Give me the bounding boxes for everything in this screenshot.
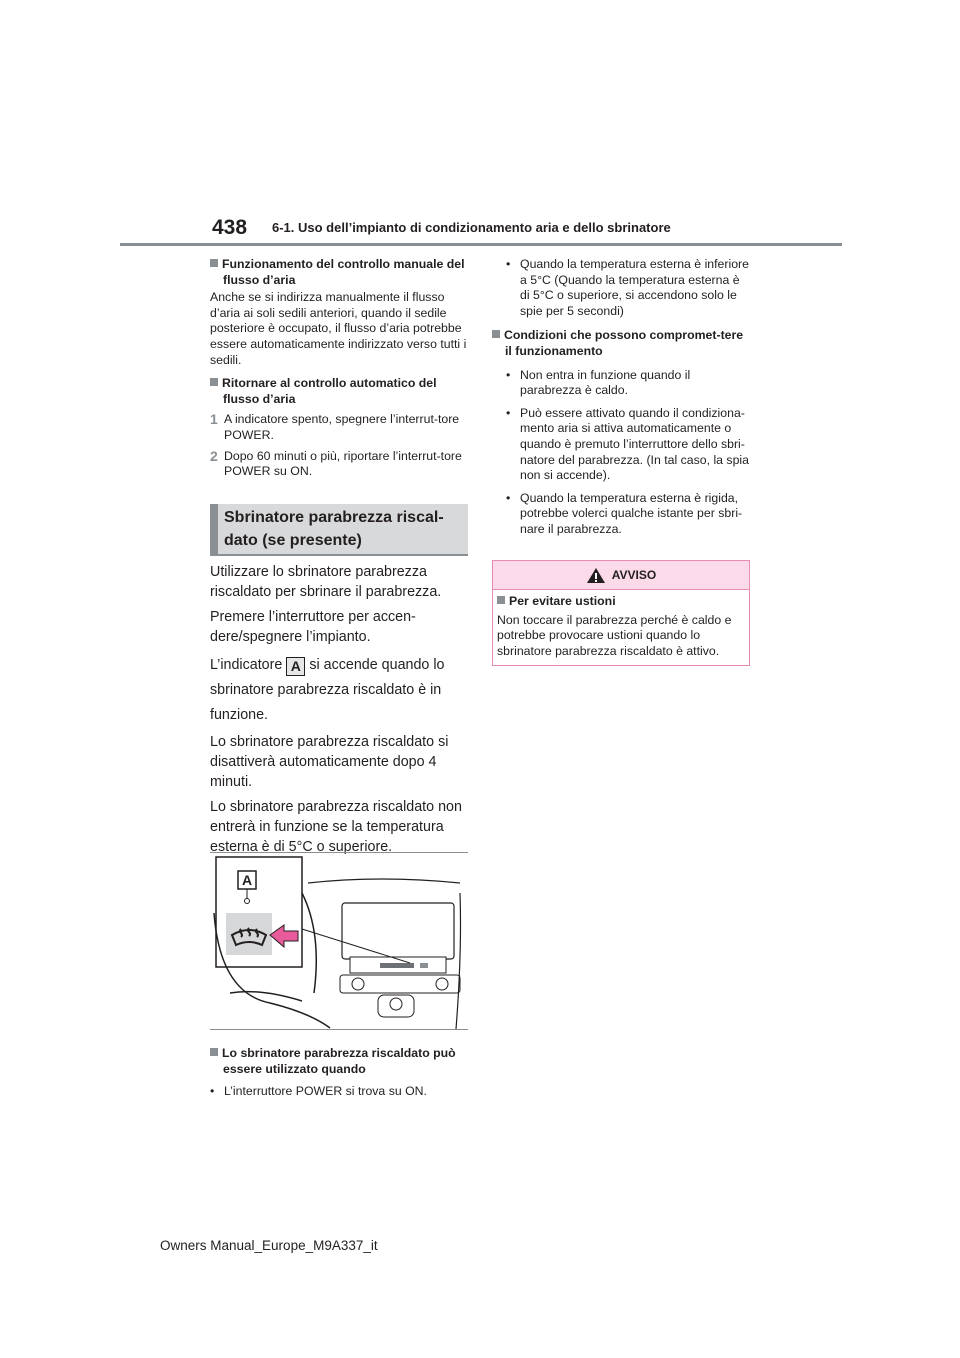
- para-4: Lo sbrinatore parabrezza riscaldato si disattiverà automaticamente dopo 4 minuti.: [210, 734, 449, 790]
- usable-bullet: • L’interruttore POWER si trova su ON.: [210, 1084, 427, 1099]
- header-rule: [120, 243, 842, 246]
- para-2: Premere l’interruttore per accen-dere/spegnere l’impianto.: [210, 609, 416, 645]
- usable-heading: Lo sbrinatore parabrezza riscaldato può essere utilizzato quando: [210, 1046, 468, 1077]
- chapter-title: 6-1. Uso dell’impianto di condizionamento aria e dello sbrinatore: [272, 220, 671, 235]
- square-bullet-icon: [210, 1048, 218, 1056]
- figure-label-a: A: [241, 872, 253, 888]
- square-bullet-icon: [210, 378, 218, 386]
- section-body: [210, 562, 472, 857]
- square-bullet-icon: [492, 330, 500, 338]
- dashboard-illustration: [210, 852, 468, 1030]
- right-column: [506, 257, 750, 538]
- conditions-heading: Condizioni che possono compromet-tere il funzionamento: [492, 328, 750, 359]
- manual-flow-heading: Funzionamento del controllo manuale del flusso d’aria: [210, 257, 468, 288]
- step-2: 2 Dopo 60 minuti o più, riportare l’interrut-tore POWER su ON.: [210, 447, 462, 479]
- left-column-bottom: [210, 1046, 468, 1100]
- indicator-a-label: A: [286, 657, 305, 676]
- condition-item: • Può essere attivato quando il condiziona-mento aria si attiva automaticamente o quando è premuto l’interruttore dello sbri-natore del parabrezza. (In tal caso, la spia non si accende).: [506, 405, 749, 483]
- para-5: Lo sbrinatore parabrezza riscaldato non entrerà in funzione se la temperatura esterna è di 5°C o superiore.: [210, 799, 462, 855]
- warning-title: Per evitare ustioni: [497, 594, 745, 610]
- warning-triangle-icon: [586, 567, 606, 584]
- section-rule: [210, 554, 468, 556]
- warning-text: Non toccare il parabrezza perché è caldo e potrebbe provocare ustioni quando lo sbrinatore parabrezza riscaldato è attivo.: [497, 612, 732, 658]
- manual-flow-text: Anche se si indirizza manualmente il flusso d’aria ai soli sedili anteriori, quando il sedile posteriore è occupato, il flusso d’aria potrebbe essere automaticamente indirizzato verso tutti i sedili.: [210, 290, 467, 367]
- warning-box: [492, 560, 750, 666]
- para-3: L’indicatore A si accende quando lo sbrinatore parabrezza riscaldato è in funzione.: [210, 657, 445, 723]
- para-1: Utilizzare lo sbrinatore parabrezza riscaldato per sbrinare il parabrezza.: [210, 564, 442, 600]
- return-auto-heading: Ritornare al controllo automatico del flusso d’aria: [210, 376, 468, 407]
- square-bullet-icon: [497, 596, 505, 604]
- condition-item: • Non entra in funzione quando il parabrezza è caldo.: [506, 367, 691, 398]
- warning-header: AVVISO: [493, 561, 749, 590]
- step-1: 1 A indicatore spento, spegnere l’interrut-tore POWER.: [210, 411, 460, 442]
- footer-text: Owners Manual_Europe_M9A337_it: [160, 1238, 378, 1253]
- condition-item: • Quando la temperatura esterna è rigida, potrebbe volerci qualche istante per sbri-nare il parabrezza.: [506, 490, 743, 536]
- temperature-bullet: • Quando la temperatura esterna è inferiore a 5°C (Quando la temperatura esterna è di 5°C o superiore, si accendono solo le spie per 5 secondi): [506, 257, 749, 318]
- page-number: 438: [212, 216, 248, 239]
- section-heading: Sbrinatore parabrezza riscal-dato (se presente): [210, 504, 468, 554]
- square-bullet-icon: [210, 259, 218, 267]
- left-column-top: [210, 257, 468, 480]
